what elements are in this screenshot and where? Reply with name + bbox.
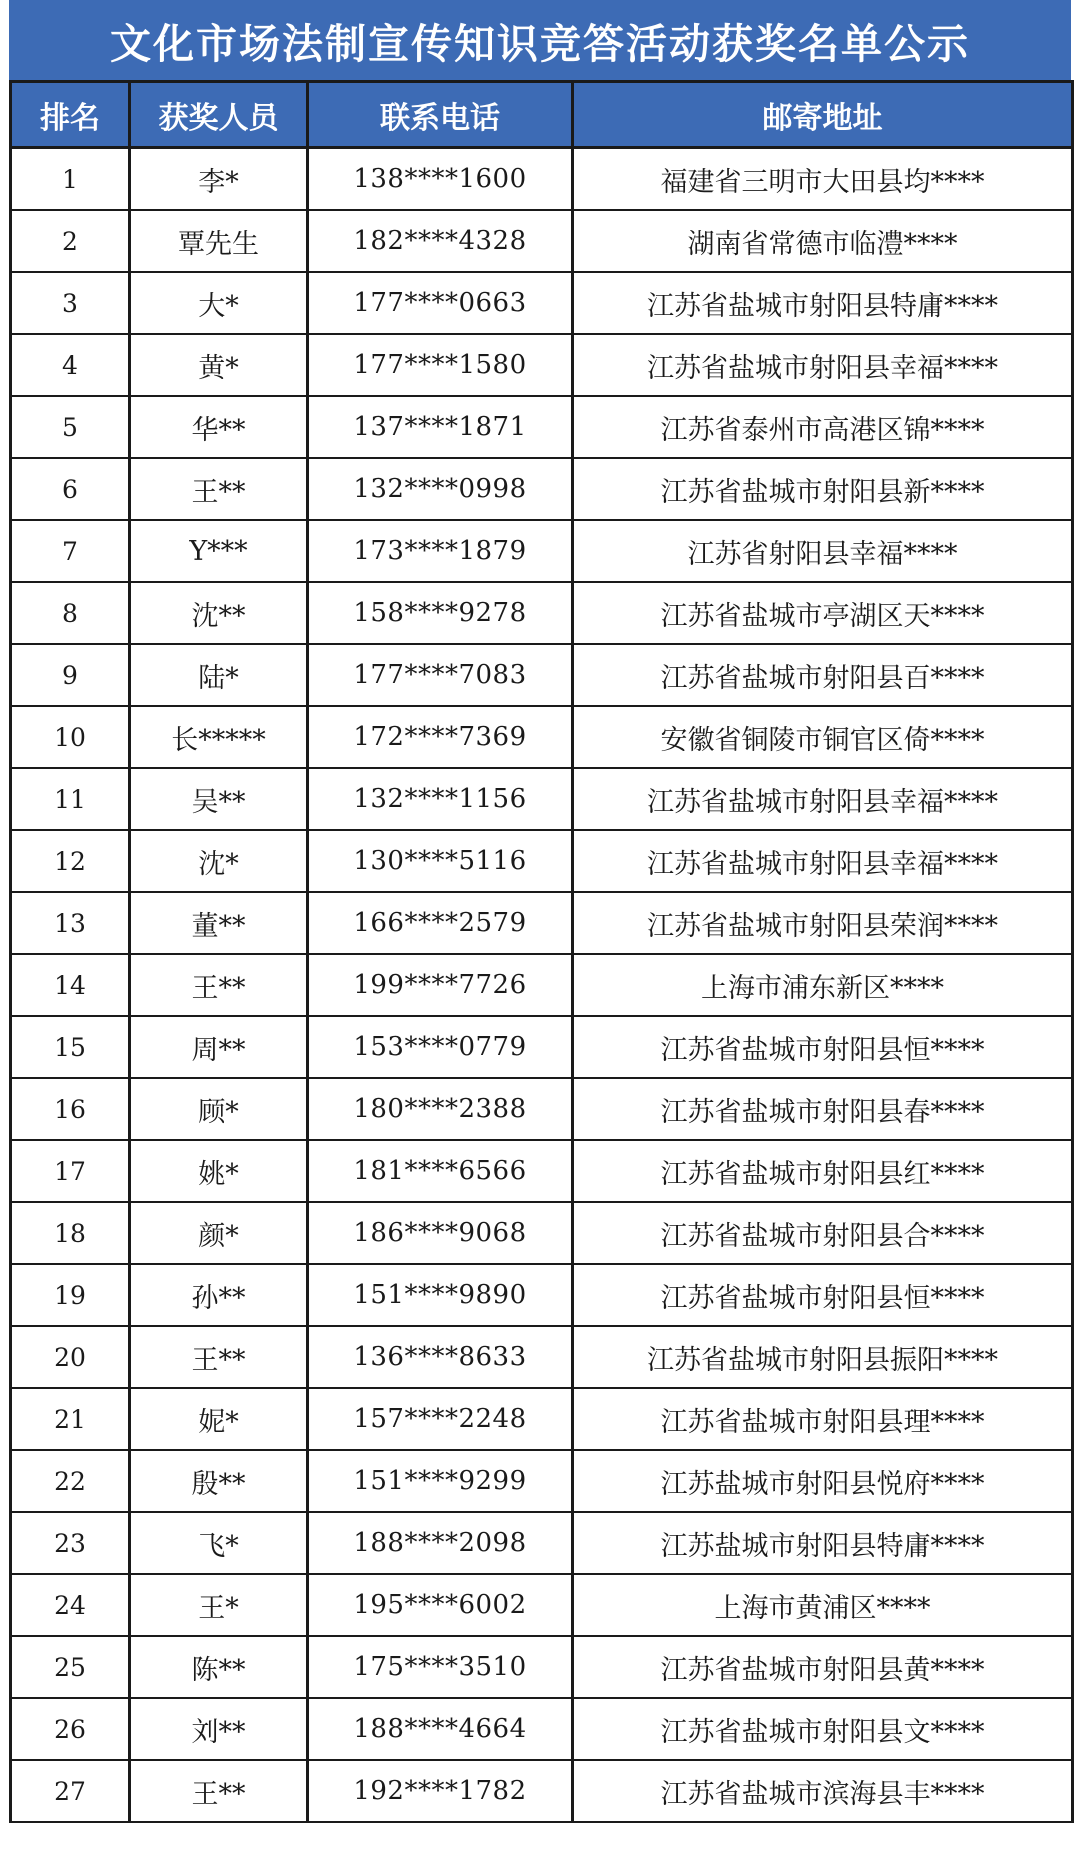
table-row [11, 892, 1073, 954]
column-header-rank: 排名 [11, 82, 130, 148]
winner-name-cell: 覃先生 [130, 210, 308, 272]
address-cell: 江苏省盐城市射阳县理**** [573, 1388, 1073, 1450]
address-cell: 江苏省盐城市射阳县幸福**** [573, 768, 1073, 830]
winner-name-cell: 王* [130, 1574, 308, 1636]
address-cell: 江苏省盐城市射阳县振阳**** [573, 1326, 1073, 1388]
rank-cell: 25 [11, 1636, 130, 1698]
table-row [11, 1326, 1073, 1388]
winner-name-cell: 王** [130, 458, 308, 520]
phone-cell: 182****4328 [308, 210, 573, 272]
rank-cell: 2 [11, 210, 130, 272]
rank-cell: 10 [11, 706, 130, 768]
winner-name-cell: 长***** [130, 706, 308, 768]
winner-name-cell: 妮* [130, 1388, 308, 1450]
table-row [11, 1388, 1073, 1450]
winner-name-cell: 沈** [130, 582, 308, 644]
address-cell: 江苏省盐城市射阳县特庸**** [573, 272, 1073, 334]
rank-cell: 4 [11, 334, 130, 396]
table-row [11, 458, 1073, 520]
rank-cell: 27 [11, 1760, 130, 1822]
rank-cell: 22 [11, 1450, 130, 1512]
winner-name-cell: 董** [130, 892, 308, 954]
table-header-row [11, 82, 1073, 148]
winner-name-cell: 刘** [130, 1698, 308, 1760]
rank-cell: 26 [11, 1698, 130, 1760]
table-row [11, 954, 1073, 1016]
winner-name-cell: 王** [130, 1326, 308, 1388]
address-cell: 江苏省盐城市射阳县百**** [573, 644, 1073, 706]
table-row [11, 210, 1073, 272]
rank-cell: 21 [11, 1388, 130, 1450]
winner-name-cell: 李* [130, 148, 308, 211]
phone-cell: 153****0779 [308, 1016, 573, 1078]
table-row [11, 1140, 1073, 1202]
phone-cell: 199****7726 [308, 954, 573, 1016]
page-title: 文化市场法制宣传知识竞答活动获奖名单公示 [9, 0, 1071, 80]
rank-cell: 19 [11, 1264, 130, 1326]
rank-cell: 20 [11, 1326, 130, 1388]
phone-cell: 195****6002 [308, 1574, 573, 1636]
rank-cell: 17 [11, 1140, 130, 1202]
address-cell: 安徽省铜陵市铜官区倚**** [573, 706, 1073, 768]
winner-name-cell: 陆* [130, 644, 308, 706]
table-row [11, 334, 1073, 396]
table-row [11, 272, 1073, 334]
table-row [11, 582, 1073, 644]
table-row [11, 706, 1073, 768]
rank-cell: 11 [11, 768, 130, 830]
winner-name-cell: 王** [130, 954, 308, 1016]
winner-name-cell: 陈** [130, 1636, 308, 1698]
address-cell: 江苏省盐城市射阳县红**** [573, 1140, 1073, 1202]
address-cell: 江苏省盐城市滨海县丰**** [573, 1760, 1073, 1822]
column-header-phone: 联系电话 [308, 82, 573, 148]
address-cell: 江苏省盐城市射阳县幸福**** [573, 334, 1073, 396]
rank-cell: 18 [11, 1202, 130, 1264]
winner-name-cell: 大* [130, 272, 308, 334]
table-row [11, 1698, 1073, 1760]
phone-cell: 188****4664 [308, 1698, 573, 1760]
address-cell: 江苏省盐城市射阳县文**** [573, 1698, 1073, 1760]
address-cell: 江苏省盐城市射阳县春**** [573, 1078, 1073, 1140]
address-cell: 上海市黄浦区**** [573, 1574, 1073, 1636]
winner-name-cell: 华** [130, 396, 308, 458]
phone-cell: 192****1782 [308, 1760, 573, 1822]
address-cell: 江苏省盐城市射阳县恒**** [573, 1264, 1073, 1326]
column-header-winner: 获奖人员 [130, 82, 308, 148]
phone-cell: 151****9890 [308, 1264, 573, 1326]
address-cell: 江苏省泰州市高港区锦**** [573, 396, 1073, 458]
address-cell: 福建省三明市大田县均**** [573, 148, 1073, 211]
winner-name-cell: 周** [130, 1016, 308, 1078]
address-cell: 江苏省盐城市射阳县恒**** [573, 1016, 1073, 1078]
rank-cell: 13 [11, 892, 130, 954]
table-row [11, 1636, 1073, 1698]
table-row [11, 1512, 1073, 1574]
winner-name-cell: 顾* [130, 1078, 308, 1140]
address-cell: 江苏省盐城市射阳县合**** [573, 1202, 1073, 1264]
rank-cell: 24 [11, 1574, 130, 1636]
table-row [11, 1016, 1073, 1078]
winners-list-sheet [9, 0, 1071, 1850]
rank-cell: 15 [11, 1016, 130, 1078]
rank-cell: 5 [11, 396, 130, 458]
address-cell: 江苏省盐城市射阳县黄**** [573, 1636, 1073, 1698]
address-cell: 湖南省常德市临澧**** [573, 210, 1073, 272]
table-row [11, 1450, 1073, 1512]
phone-cell: 177****1580 [308, 334, 573, 396]
address-cell: 江苏省盐城市射阳县荣润**** [573, 892, 1073, 954]
phone-cell: 151****9299 [308, 1450, 573, 1512]
table-row [11, 148, 1073, 211]
winners-table [9, 80, 1074, 1823]
table-body [11, 148, 1073, 1823]
rank-cell: 8 [11, 582, 130, 644]
winner-name-cell: 姚* [130, 1140, 308, 1202]
phone-cell: 175****3510 [308, 1636, 573, 1698]
winner-name-cell: 王** [130, 1760, 308, 1822]
column-header-address: 邮寄地址 [573, 82, 1073, 148]
table-row [11, 1202, 1073, 1264]
phone-cell: 136****8633 [308, 1326, 573, 1388]
table-row [11, 520, 1073, 582]
rank-cell: 12 [11, 830, 130, 892]
winner-name-cell: 殷** [130, 1450, 308, 1512]
phone-cell: 188****2098 [308, 1512, 573, 1574]
address-cell: 上海市浦东新区**** [573, 954, 1073, 1016]
table-row [11, 830, 1073, 892]
phone-cell: 177****7083 [308, 644, 573, 706]
winner-name-cell: 颜* [130, 1202, 308, 1264]
phone-cell: 173****1879 [308, 520, 573, 582]
phone-cell: 172****7369 [308, 706, 573, 768]
table-row [11, 1264, 1073, 1326]
winner-name-cell: 吴** [130, 768, 308, 830]
rank-cell: 3 [11, 272, 130, 334]
address-cell: 江苏省盐城市射阳县新**** [573, 458, 1073, 520]
table-row [11, 644, 1073, 706]
table-row [11, 1078, 1073, 1140]
rank-cell: 7 [11, 520, 130, 582]
rank-cell: 9 [11, 644, 130, 706]
winner-name-cell: 飞* [130, 1512, 308, 1574]
address-cell: 江苏盐城市射阳县特庸**** [573, 1512, 1073, 1574]
phone-cell: 138****1600 [308, 148, 573, 211]
phone-cell: 181****6566 [308, 1140, 573, 1202]
phone-cell: 132****1156 [308, 768, 573, 830]
phone-cell: 137****1871 [308, 396, 573, 458]
table-row [11, 1760, 1073, 1822]
phone-cell: 158****9278 [308, 582, 573, 644]
address-cell: 江苏省射阳县幸福**** [573, 520, 1073, 582]
address-cell: 江苏省盐城市亭湖区天**** [573, 582, 1073, 644]
phone-cell: 132****0998 [308, 458, 573, 520]
winner-name-cell: 沈* [130, 830, 308, 892]
phone-cell: 186****9068 [308, 1202, 573, 1264]
phone-cell: 166****2579 [308, 892, 573, 954]
phone-cell: 130****5116 [308, 830, 573, 892]
table-row [11, 1574, 1073, 1636]
table-row [11, 396, 1073, 458]
winner-name-cell: Y*** [130, 520, 308, 582]
winner-name-cell: 黄* [130, 334, 308, 396]
address-cell: 江苏省盐城市射阳县幸福**** [573, 830, 1073, 892]
rank-cell: 6 [11, 458, 130, 520]
winner-name-cell: 孙** [130, 1264, 308, 1326]
rank-cell: 14 [11, 954, 130, 1016]
address-cell: 江苏盐城市射阳县悦府**** [573, 1450, 1073, 1512]
rank-cell: 23 [11, 1512, 130, 1574]
table-row [11, 768, 1073, 830]
phone-cell: 180****2388 [308, 1078, 573, 1140]
rank-cell: 1 [11, 148, 130, 211]
phone-cell: 157****2248 [308, 1388, 573, 1450]
phone-cell: 177****0663 [308, 272, 573, 334]
rank-cell: 16 [11, 1078, 130, 1140]
